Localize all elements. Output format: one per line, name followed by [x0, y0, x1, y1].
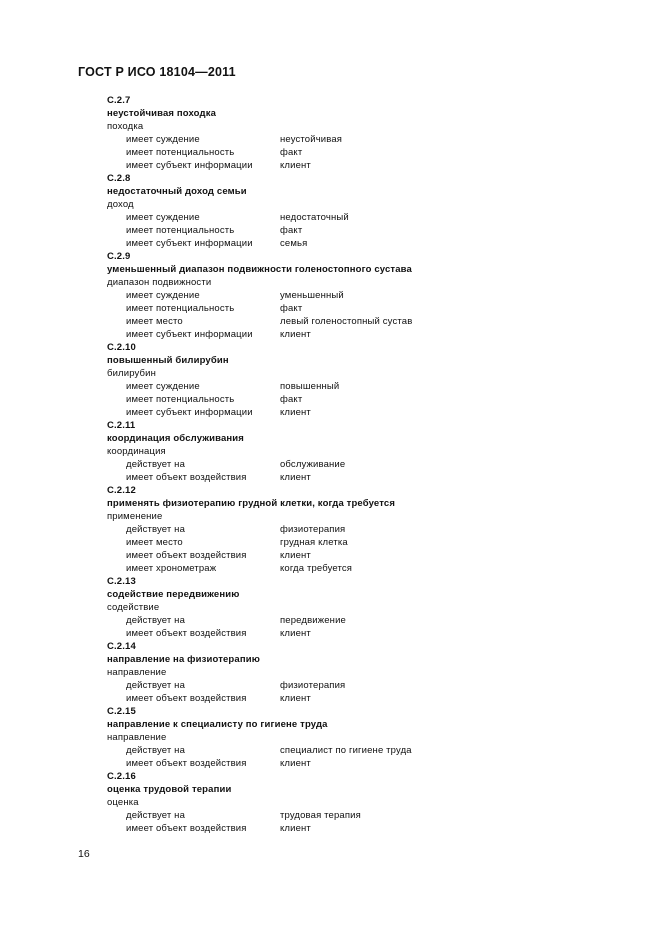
property-relation: имеет объект воздействия [126, 550, 247, 561]
property-value: обслуживание [280, 459, 346, 470]
property-value: клиент [280, 329, 311, 340]
property-value: клиент [280, 628, 311, 639]
property-value: когда требуется [280, 563, 353, 574]
property-row [107, 211, 627, 224]
property-value: специалист по гигиене труда [280, 745, 412, 756]
property-relation: имеет объект воздействия [126, 628, 247, 639]
property-relation: имеет потенциальность [126, 225, 235, 236]
section-term: координация обслуживания [107, 433, 244, 444]
section-concept: диапазон подвижности [107, 277, 212, 288]
section-code: C.2.11 [107, 420, 136, 431]
property-row [107, 822, 627, 835]
property-row [107, 133, 627, 146]
property-row [107, 315, 627, 328]
property-relation: имеет объект воздействия [126, 472, 247, 483]
section [107, 172, 627, 250]
section-code: C.2.7 [107, 95, 131, 106]
property-relation: имеет объект воздействия [126, 693, 247, 704]
section-code: C.2.16 [107, 771, 136, 782]
section-code: C.2.10 [107, 342, 136, 353]
property-row [107, 328, 627, 341]
property-row [107, 536, 627, 549]
section-concept: доход [107, 199, 134, 210]
property-value: клиент [280, 758, 311, 769]
property-relation: имеет потенциальность [126, 147, 235, 158]
section-term: уменьшенный диапазон подвижности голеностопного сустава [107, 264, 412, 275]
section [107, 419, 627, 484]
property-value: грудная клетка [280, 537, 348, 548]
property-relation: имеет объект воздействия [126, 758, 247, 769]
property-row [107, 562, 627, 575]
property-value: факт [280, 147, 303, 158]
section-code: C.2.13 [107, 576, 136, 587]
property-value: недостаточный [280, 212, 349, 223]
property-row [107, 627, 627, 640]
section-concept: оценка [107, 797, 139, 808]
section [107, 484, 627, 575]
property-value: уменьшенный [280, 290, 344, 301]
property-row [107, 159, 627, 172]
section [107, 770, 627, 835]
property-relation: имеет место [126, 537, 183, 548]
section-concept: походка [107, 121, 144, 132]
property-row [107, 692, 627, 705]
property-row [107, 809, 627, 822]
page-title: ГОСТ Р ИСО 18104—2011 [78, 65, 236, 79]
property-row [107, 614, 627, 627]
property-row [107, 302, 627, 315]
property-relation: имеет суждение [126, 381, 200, 392]
property-value: факт [280, 225, 303, 236]
section-concept: координация [107, 446, 166, 457]
page-number: 16 [78, 848, 90, 860]
section-concept: направление [107, 667, 167, 678]
property-value: физиотерапия [280, 680, 346, 691]
section [107, 640, 627, 705]
section-concept: содействие [107, 602, 160, 613]
property-row [107, 757, 627, 770]
property-row [107, 237, 627, 250]
property-value: факт [280, 394, 303, 405]
property-value: физиотерапия [280, 524, 346, 535]
property-value: клиент [280, 472, 311, 483]
property-relation: действует на [126, 810, 186, 821]
property-value: неустойчивая [280, 134, 343, 145]
property-relation: действует на [126, 680, 186, 691]
property-relation: имеет потенциальность [126, 303, 235, 314]
property-relation: имеет объект воздействия [126, 823, 247, 834]
property-row [107, 549, 627, 562]
property-relation: имеет потенциальность [126, 394, 235, 405]
section-code: C.2.8 [107, 173, 131, 184]
section [107, 250, 627, 341]
section-concept: применение [107, 511, 163, 522]
property-value: левый голеностопный сустав [280, 316, 413, 327]
property-row [107, 146, 627, 159]
section-term: применять физиотерапию грудной клетки, когда требуется [107, 498, 396, 509]
property-relation: имеет хронометраж [126, 563, 217, 574]
property-row [107, 224, 627, 237]
section-term: неустойчивая походка [107, 108, 217, 119]
property-row [107, 380, 627, 393]
property-value: передвижение [280, 615, 346, 626]
property-relation: имеет суждение [126, 290, 200, 301]
property-row [107, 744, 627, 757]
section [107, 341, 627, 419]
section-term: направление к специалисту по гигиене труда [107, 719, 328, 730]
section-concept: направление [107, 732, 167, 743]
property-relation: имеет субъект информации [126, 160, 253, 171]
document-body [107, 94, 627, 835]
property-relation: действует на [126, 615, 186, 626]
section-term: недостаточный доход семьи [107, 186, 247, 197]
section-term: содействие передвижению [107, 589, 240, 600]
property-value: клиент [280, 693, 311, 704]
section-code: C.2.14 [107, 641, 136, 652]
property-row [107, 458, 627, 471]
property-relation: имеет суждение [126, 134, 200, 145]
section [107, 705, 627, 770]
property-row [107, 393, 627, 406]
property-relation: действует на [126, 524, 186, 535]
section-code: C.2.12 [107, 485, 136, 496]
section-term: оценка трудовой терапии [107, 784, 232, 795]
property-value: клиент [280, 160, 311, 171]
property-relation: имеет место [126, 316, 183, 327]
property-value: факт [280, 303, 303, 314]
property-value: клиент [280, 550, 311, 561]
section-term: повышенный билирубин [107, 355, 229, 366]
section [107, 575, 627, 640]
section-code: C.2.9 [107, 251, 131, 262]
property-relation: действует на [126, 459, 186, 470]
property-value: семья [280, 238, 308, 249]
property-relation: имеет суждение [126, 212, 200, 223]
property-row [107, 406, 627, 419]
property-row [107, 679, 627, 692]
property-relation: действует на [126, 745, 186, 756]
section-concept: билирубин [107, 368, 156, 379]
section-term: направление на физиотерапию [107, 654, 260, 665]
property-row [107, 289, 627, 302]
property-value: клиент [280, 823, 311, 834]
property-relation: имеет субъект информации [126, 329, 253, 340]
property-row [107, 471, 627, 484]
property-value: повышенный [280, 381, 340, 392]
property-relation: имеет субъект информации [126, 238, 253, 249]
section-code: C.2.15 [107, 706, 136, 717]
property-value: трудовая терапия [280, 810, 361, 821]
property-relation: имеет субъект информации [126, 407, 253, 418]
property-row [107, 523, 627, 536]
property-value: клиент [280, 407, 311, 418]
section [107, 94, 627, 172]
